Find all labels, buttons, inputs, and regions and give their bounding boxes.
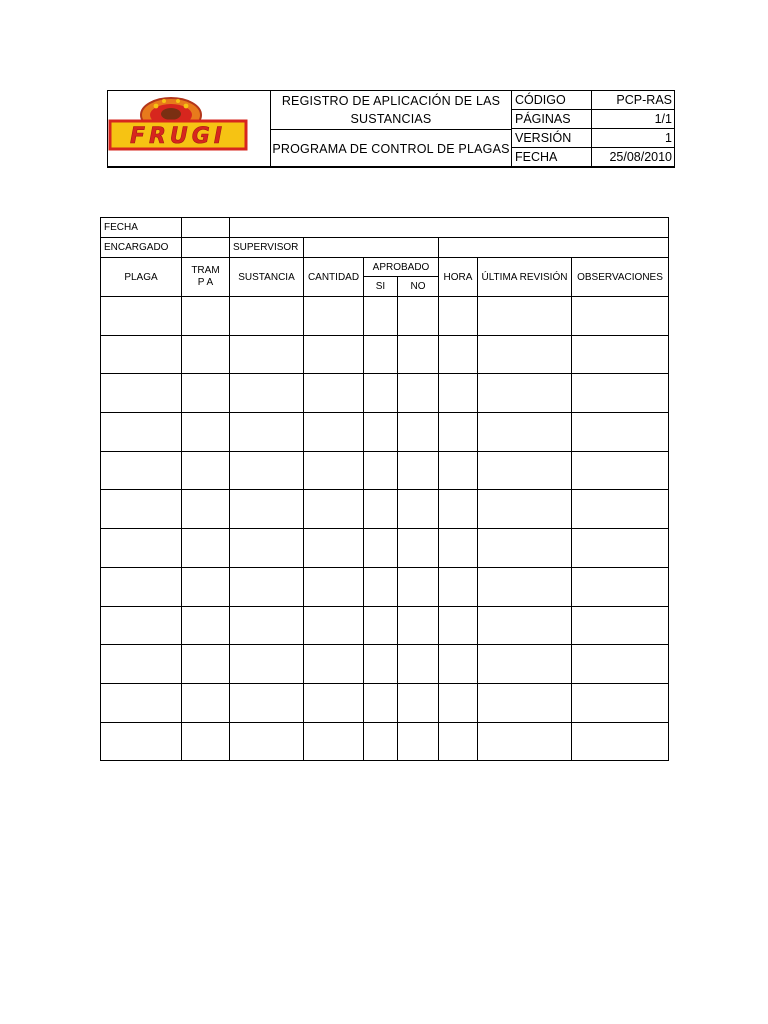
cell-ultima-revision[interactable] (478, 335, 572, 374)
pest-control-table (100, 217, 669, 761)
supervisor-label: SUPERVISOR (230, 238, 304, 258)
cell-plaga[interactable] (101, 297, 182, 336)
logo-cell (108, 91, 271, 167)
cell-hora[interactable] (439, 567, 478, 606)
entry-rows (101, 297, 669, 761)
col-aprobado: APROBADO (364, 258, 439, 277)
cell-sustancia[interactable] (230, 722, 304, 761)
col-trampa (182, 258, 230, 297)
row-encargado (101, 238, 669, 258)
cell-no[interactable] (398, 451, 439, 490)
fecha-blank-cell[interactable] (230, 218, 669, 238)
meta-row-version (512, 129, 674, 148)
cell-trampa[interactable] (182, 529, 230, 568)
table-row (101, 490, 669, 529)
cell-trampa[interactable] (182, 645, 230, 684)
cell-observaciones[interactable] (572, 606, 669, 645)
encargado-input-cell[interactable] (182, 238, 230, 258)
cell-sustancia[interactable] (230, 683, 304, 722)
cell-si[interactable] (364, 606, 398, 645)
cell-plaga[interactable] (101, 374, 182, 413)
table-row (101, 335, 669, 374)
cell-plaga[interactable] (101, 567, 182, 606)
cell-cantidad[interactable] (304, 645, 364, 684)
cell-no[interactable] (398, 645, 439, 684)
col-no: NO (398, 277, 439, 297)
cell-ultima-revision[interactable] (478, 413, 572, 452)
cell-cantidad[interactable] (304, 606, 364, 645)
col-observaciones: OBSERVACIONES (572, 258, 669, 297)
cell-plaga[interactable] (101, 451, 182, 490)
frugi-logo (108, 91, 271, 167)
meta-value: 1 (665, 131, 672, 145)
cell-no[interactable] (398, 413, 439, 452)
document-header (107, 90, 675, 168)
cell-hora[interactable] (439, 451, 478, 490)
cell-sustancia[interactable] (230, 335, 304, 374)
cell-cantidad[interactable] (304, 567, 364, 606)
logo-wordmark: FRUGI (129, 124, 227, 149)
cell-si[interactable] (364, 374, 398, 413)
meta-row-paginas (512, 110, 674, 129)
encargado-blank-cell[interactable] (439, 238, 669, 258)
cell-no[interactable] (398, 722, 439, 761)
col-sustancia: SUSTANCIA (230, 258, 304, 297)
col-si: SI (364, 277, 398, 297)
cell-cantidad[interactable] (304, 722, 364, 761)
cell-trampa[interactable] (182, 374, 230, 413)
title-cell (271, 91, 512, 167)
cell-ultima-revision[interactable] (478, 451, 572, 490)
cell-observaciones[interactable] (572, 374, 669, 413)
col-plaga: PLAGA (101, 258, 182, 297)
cell-cantidad[interactable] (304, 683, 364, 722)
cell-trampa[interactable] (182, 683, 230, 722)
cell-sustancia[interactable] (230, 297, 304, 336)
col-hora: HORA (439, 258, 478, 297)
cell-trampa[interactable] (182, 567, 230, 606)
document-subtitle: PROGRAMA DE CONTROL DE PLAGAS (272, 141, 510, 156)
meta-label: PÁGINAS (512, 110, 592, 128)
column-header-row (101, 258, 669, 277)
cell-cantidad[interactable] (304, 451, 364, 490)
cell-sustancia[interactable] (230, 374, 304, 413)
cell-ultima-revision[interactable] (478, 606, 572, 645)
cell-sustancia[interactable] (230, 490, 304, 529)
cell-sustancia[interactable] (230, 413, 304, 452)
table-row (101, 374, 669, 413)
document-title: REGISTRO DE APLICACIÓN DE LAS SUSTANCIAS (271, 91, 511, 130)
encargado-label: ENCARGADO (101, 238, 182, 258)
cell-trampa[interactable] (182, 335, 230, 374)
cell-no[interactable] (398, 683, 439, 722)
cell-plaga[interactable] (101, 413, 182, 452)
cell-sustancia[interactable] (230, 645, 304, 684)
cell-hora[interactable] (439, 606, 478, 645)
cell-cantidad[interactable] (304, 374, 364, 413)
cell-plaga[interactable] (101, 490, 182, 529)
cell-ultima-revision[interactable] (478, 722, 572, 761)
cell-cantidad[interactable] (304, 490, 364, 529)
meta-label: VERSIÓN (512, 129, 592, 147)
col-cantidad: CANTIDAD (304, 258, 364, 297)
meta-label: CÓDIGO (512, 91, 592, 109)
cell-si[interactable] (364, 683, 398, 722)
cell-cantidad[interactable] (304, 529, 364, 568)
table-row (101, 722, 669, 761)
cell-no[interactable] (398, 567, 439, 606)
cell-hora[interactable] (439, 374, 478, 413)
cell-cantidad[interactable] (304, 335, 364, 374)
cell-observaciones[interactable] (572, 645, 669, 684)
cell-hora[interactable] (439, 722, 478, 761)
table-row (101, 645, 669, 684)
cell-si[interactable] (364, 567, 398, 606)
cell-ultima-revision[interactable] (478, 374, 572, 413)
cell-plaga[interactable] (101, 722, 182, 761)
cell-si[interactable] (364, 413, 398, 452)
col-ultima-revision: ÚLTIMA REVISIÓN (478, 258, 572, 297)
cell-hora[interactable] (439, 529, 478, 568)
cell-observaciones[interactable] (572, 451, 669, 490)
document-metadata (512, 91, 674, 167)
cell-no[interactable] (398, 297, 439, 336)
cell-trampa[interactable] (182, 413, 230, 452)
cell-observaciones[interactable] (572, 722, 669, 761)
cell-no[interactable] (398, 335, 439, 374)
cell-si[interactable] (364, 335, 398, 374)
meta-value: 25/08/2010 (609, 150, 672, 164)
cell-trampa[interactable] (182, 297, 230, 336)
cell-si[interactable] (364, 451, 398, 490)
cell-si[interactable] (364, 297, 398, 336)
cell-trampa[interactable] (182, 722, 230, 761)
cell-observaciones[interactable] (572, 335, 669, 374)
fecha-label: FECHA (101, 218, 182, 238)
cell-no[interactable] (398, 490, 439, 529)
cell-plaga[interactable] (101, 606, 182, 645)
cell-sustancia[interactable] (230, 567, 304, 606)
cell-observaciones[interactable] (572, 529, 669, 568)
cell-si[interactable] (364, 529, 398, 568)
supervisor-input-cell[interactable] (304, 238, 439, 258)
cell-ultima-revision[interactable] (478, 490, 572, 529)
row-fecha (101, 218, 669, 238)
meta-label: FECHA (512, 148, 592, 167)
table-row (101, 529, 669, 568)
table-row (101, 413, 669, 452)
cell-hora[interactable] (439, 683, 478, 722)
cell-plaga[interactable] (101, 683, 182, 722)
cell-cantidad[interactable] (304, 413, 364, 452)
cell-observaciones[interactable] (572, 297, 669, 336)
cell-sustancia[interactable] (230, 451, 304, 490)
cell-hora[interactable] (439, 297, 478, 336)
table-row (101, 567, 669, 606)
cell-plaga[interactable] (101, 645, 182, 684)
cell-no[interactable] (398, 529, 439, 568)
table-row (101, 451, 669, 490)
cell-trampa[interactable] (182, 451, 230, 490)
cell-no[interactable] (398, 374, 439, 413)
fecha-input-cell[interactable] (182, 218, 230, 238)
cell-trampa[interactable] (182, 490, 230, 529)
col-trampa-label: TRAMP A (191, 265, 220, 288)
cell-ultima-revision[interactable] (478, 567, 572, 606)
cell-ultima-revision[interactable] (478, 529, 572, 568)
table-row (101, 683, 669, 722)
cell-hora[interactable] (439, 335, 478, 374)
cell-observaciones[interactable] (572, 567, 669, 606)
cell-cantidad[interactable] (304, 297, 364, 336)
cell-si[interactable] (364, 722, 398, 761)
cell-trampa[interactable] (182, 606, 230, 645)
cell-observaciones[interactable] (572, 683, 669, 722)
cell-ultima-revision[interactable] (478, 297, 572, 336)
cell-plaga[interactable] (101, 529, 182, 568)
cell-observaciones[interactable] (572, 490, 669, 529)
cell-ultima-revision[interactable] (478, 645, 572, 684)
meta-row-codigo (512, 91, 674, 110)
meta-value: PCP-RAS (616, 93, 672, 107)
cell-no[interactable] (398, 606, 439, 645)
meta-row-fecha (512, 148, 674, 167)
cell-hora[interactable] (439, 645, 478, 684)
cell-sustancia[interactable] (230, 606, 304, 645)
cell-sustancia[interactable] (230, 529, 304, 568)
meta-value: 1/1 (654, 112, 672, 126)
cell-observaciones[interactable] (572, 413, 669, 452)
table-row (101, 606, 669, 645)
cell-plaga[interactable] (101, 335, 182, 374)
cell-hora[interactable] (439, 490, 478, 529)
cell-ultima-revision[interactable] (478, 683, 572, 722)
cell-si[interactable] (364, 645, 398, 684)
table-row (101, 297, 669, 336)
cell-si[interactable] (364, 490, 398, 529)
cell-hora[interactable] (439, 413, 478, 452)
